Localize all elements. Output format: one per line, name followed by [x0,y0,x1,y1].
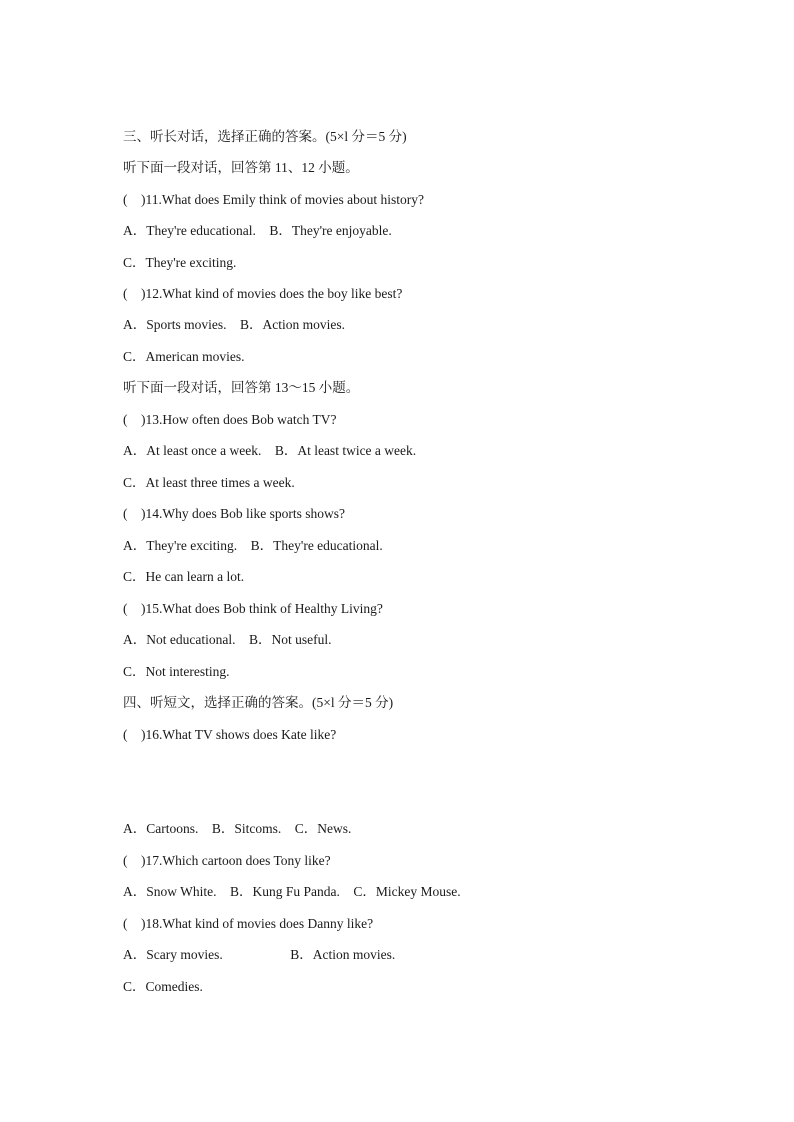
question-18-options-ab: A．Scary movies. B．Action movies. [123,947,396,962]
question-11: ( )11.What does Emily think of movies about history? [123,192,424,207]
question-11-option-c: C．They're exciting. [123,255,237,270]
question-17-options: A．Snow White. B．Kung Fu Panda. C．Mickey Mouse. [123,884,461,899]
question-17: ( )17.Which cartoon does Tony like? [123,853,331,868]
question-12-options-ab: A．Sports movies. B．Action movies. [123,317,345,332]
question-12-option-c: C．American movies. [123,349,245,364]
question-12: ( )12.What kind of movies does the boy like best? [123,286,403,301]
question-16: ( )16.What TV shows does Kate like? [123,727,337,742]
question-11-options-ab: A．They're educational. B．They're enjoyable. [123,223,392,238]
question-13-option-c: C．At least three times a week. [123,475,295,490]
section-4-heading: 四、听短文，选择正确的答案。(5×l 分＝5 分) [123,695,394,710]
question-15-option-c: C．Not interesting. [123,664,230,679]
question-15: ( )15.What does Bob think of Healthy Living? [123,601,383,616]
question-18-option-c: C．Comedies. [123,979,203,994]
question-16-options: A．Cartoons. B．Sitcoms. C．News. [123,821,352,836]
question-14: ( )14.Why does Bob like sports shows? [123,506,345,521]
question-13-options-ab: A．At least once a week. B．At least twice a week. [123,443,417,458]
question-18: ( )18.What kind of movies does Danny like? [123,916,374,931]
dialogue-instruction: 听下面一段对话，回答第 13～15 小题。 [123,380,360,395]
dialogue-instruction: 听下面一段对话，回答第 11、12 小题。 [123,160,359,175]
question-15-options-ab: A．Not educational. B．Not useful. [123,632,332,647]
question-13: ( )13.How often does Bob watch TV? [123,412,337,427]
question-14-option-c: C．He can learn a lot. [123,569,245,584]
question-14-options-ab: A．They're exciting. B．They're educational. [123,538,383,553]
section-3-heading: 三、听长对话，选择正确的答案。(5×l 分＝5 分) [123,129,407,144]
